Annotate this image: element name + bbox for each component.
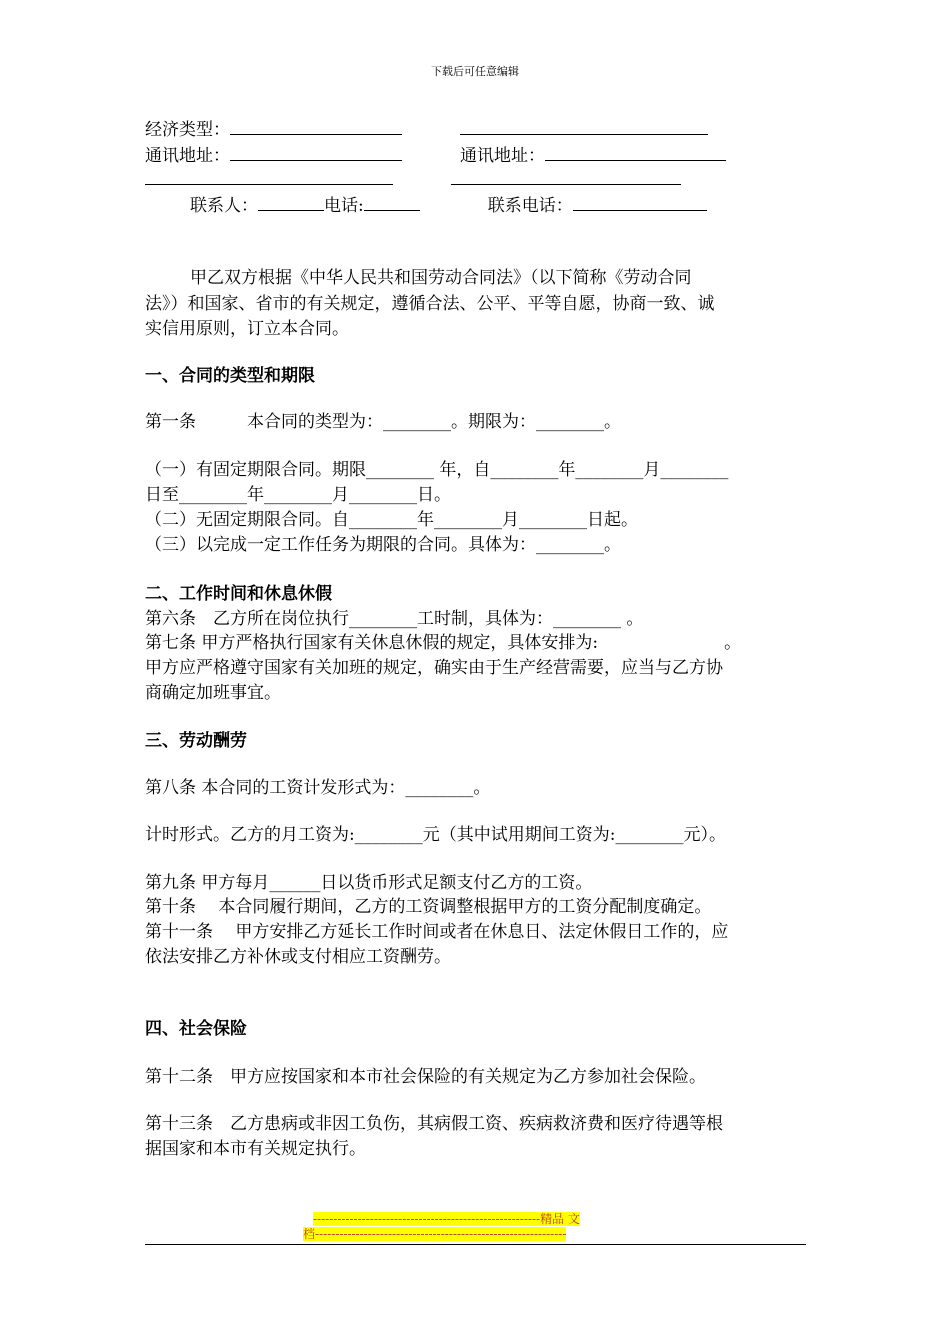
phone-label: 电话: — [324, 196, 364, 216]
contact-label: 联系人： — [190, 196, 258, 216]
article-7-line-1 — [145, 632, 741, 654]
section-1-title: 一、合同的类型和期限 — [145, 366, 315, 386]
section-4-title: 四、社会保险 — [145, 1019, 247, 1039]
address-a-blank-2 — [145, 168, 393, 185]
section-2-title: 二、工作时间和休息休假 — [145, 584, 332, 604]
contact-blank — [258, 194, 324, 211]
contact-row — [190, 194, 707, 217]
open-term-line: （二）无固定期限合同。自________年________月________日起。 — [145, 510, 638, 530]
article-7-end: 。 — [724, 633, 742, 653]
footer-divider — [145, 1244, 806, 1245]
article-8: 第八条 本合同的工资计发形式为：________。 — [145, 778, 491, 798]
page-header: 下载后可任意编辑 — [431, 65, 519, 78]
article-11-line-2: 依法安排乙方补休或支付相应工资酬劳。 — [145, 947, 451, 967]
address-a-blank — [230, 144, 402, 161]
section-3-title: 三、劳动酬劳 — [145, 731, 247, 751]
address-a-label: 通讯地址： — [145, 146, 230, 166]
footer-line-2: 档-------------------------------------------------------------- — [303, 1227, 567, 1241]
contact-phone-blank — [573, 194, 707, 211]
article-7-line-2: 甲方应严格遵守国家有关加班的规定，确实由于生产经营需要，应当与乙方协 — [145, 658, 723, 678]
address-continuation-row — [145, 168, 681, 191]
address-b-blank — [545, 144, 726, 161]
econ-type-blank — [230, 118, 402, 135]
article-10: 第十条 本合同履行期间，乙方的工资调整根据甲方的工资分配制度确定。 — [145, 897, 712, 917]
intro-line-1: 甲乙双方根据《中华人民共和国劳动合同法》（以下简称《劳动合同 — [190, 268, 692, 288]
address-b-blank-2 — [451, 168, 681, 185]
article-9: 第九条 甲方每月______日以货币形式足额支付乙方的工资。 — [145, 873, 593, 893]
intro-line-2: 法》）和国家、省市的有关规定，遵循合法、公平、平等自愿，协商一致、诚 — [145, 294, 715, 314]
fixed-term-line-2: 日至________年________月________日。 — [145, 485, 451, 505]
article-13-line-1: 第十三条 乙方患病或非因工负伤，其病假工资、疾病救济费和医疗待遇等根 — [145, 1114, 723, 1134]
econ-type-label: 经济类型： — [145, 120, 230, 140]
article-13-line-2: 据国家和本市有关规定执行。 — [145, 1139, 366, 1159]
contact-phone-label: 联系电话： — [487, 196, 573, 216]
article-12: 第十二条 甲方应按国家和本市社会保险的有关规定为乙方参加社会保险。 — [145, 1067, 706, 1087]
hourly-wage-line: 计时形式。乙方的月工资为:________元（其中试用期间工资为:________元）。 — [145, 825, 726, 845]
article-11-line-1: 第十一条 甲方安排乙方延长工作时间或者在休息日、法定休假日工作的，应 — [145, 922, 729, 942]
fixed-term-line-1: （一）有固定期限合同。期限________ 年，自________年________月________ — [145, 460, 729, 480]
article-6: 第六条 乙方所在岗位执行________工时制，具体为：________ 。 — [145, 609, 644, 629]
intro-line-3: 实信用原则，订立本合同。 — [145, 319, 349, 339]
article-1: 第一条 本合同的类型为：________。期限为：________。 — [145, 412, 621, 432]
task-term-line: （三）以完成一定工作任务为期限的合同。具体为：________。 — [145, 535, 621, 555]
address-b-label: 通讯地址： — [460, 146, 545, 166]
article-7-line-3: 商确定加班事宜。 — [145, 683, 281, 703]
econ-type-blank-b — [460, 118, 708, 135]
econ-type-row — [145, 118, 708, 141]
phone-blank — [364, 194, 420, 211]
article-7-text: 第七条 甲方严格执行国家有关休息休假的规定，具体安排为: — [145, 633, 599, 653]
address-row — [145, 144, 726, 167]
footer-line-1: --------------------------------------------------------精品 文 — [313, 1212, 580, 1226]
